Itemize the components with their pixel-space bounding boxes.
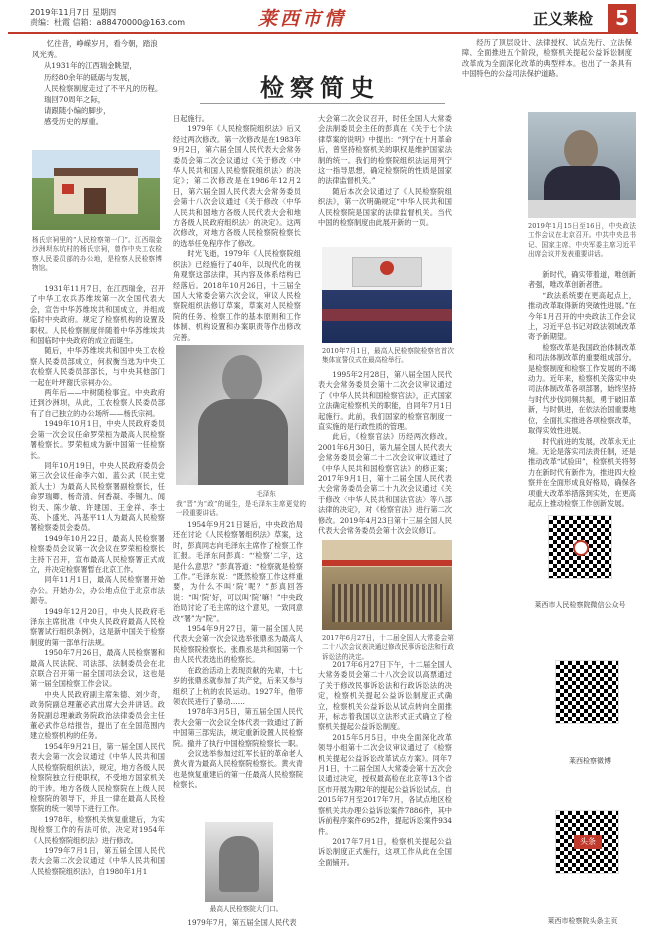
paragraph: 随后，中华苏维埃共和国中央工农检察人民委员部成立，何叔衡当选为中央工农检察人民委员部部长，与中央其他部门一起在叶坪谢氏宗祠办公。: [30, 346, 165, 387]
poem-line: 从1931年的江西瑞金眺望，: [44, 61, 137, 71]
column-4-top: [462, 38, 632, 108]
paragraph: 2017年6月27日下午，十二届全国人大常务委员会第二十八次会议以高票通过了关于修改民事诉讼法和行政诉讼法的决定，检察机关提起公益诉讼制度正式确立，检察机关公益诉讼从试点转向全面推开，标志着我国以立法形式正式确立了检察机关提起公益诉讼制度。: [318, 660, 452, 732]
paragraph: 1978年3月5日，第五届全国人民代表大会第一次会议全体代表一致通过了新中国第三部宪法，规定重新设置人民检察院。撤并了执行中国检察院检察长一职。: [173, 707, 303, 748]
page-number: 5: [608, 4, 636, 32]
paragraph: 1954年9月21日，第一届全国人民代表大会第一次会议通过《中华人民共和国人民检察院组织法》，规定，地方各级人民检察院独立行使职权，不受地方国家机关的干涉。地方各级人民检察院在上级人民检察院的领导下，并且一律在最高人民检察院的统一领导下进行工作。: [30, 741, 165, 814]
poem-line: 感受历史的厚重。: [44, 117, 104, 127]
toutiao-qr-code[interactable]: [555, 810, 619, 874]
paragraph: 1954年9月21日诞后，中央政治局还在讨论《人民检察署组织法》草案，这时，彭真同志向毛泽东主席作了检察工作汇报。毛泽东问彭真：“‘检察’二字，这是什么意思？”彭真答道：“检察就是检察工作。”毛泽东说：“既然检察工作这样重要，为什么不叫‘院’呢？”彭真回答说：“叫‘院’好，可以叫‘院’嘛！”中央政治局讨论了毛主席的这个意见，一致同意改“署”为“院”。: [173, 520, 303, 623]
photo1-caption: 杨氏宗祠里的“人民检察第一门”。江西瑞金沙洲坝东坑村的杨氏宗祠，曾作中央工农检察人民委员部的办公地，是检察人民检察博物馆。: [32, 236, 162, 273]
section-title: 正义莱检: [533, 10, 594, 28]
paragraph: 时代前进的发展，改革永无止境。无论是落实司法责任制，还是推动改革“试验田”，检察机关将努力在新时代有新作为，推进四大检察并在全面形成良好格局，确保各项重大改革举措落到实处，在更高起点上推动检察工作创新发展。: [528, 436, 636, 508]
poem-line: 请跟随小编的脚步，: [44, 106, 111, 116]
photo6-caption: 2019年1月15日至16日，中央政法工作会议在北京召开。中共中央总书记、国家主席、中央军委主席习近平出席会议并发表重要讲话。: [528, 222, 636, 259]
paragraph: 1978年，检察机关恢复重建后，为实现检察工作的有法可依，决定对1954年《人民检察院组织法》进行修改。: [30, 814, 165, 845]
paragraph: 2017年7月1日，检察机关提起公益诉讼制度正式施行，这项工作从此在全国全面铺开。: [318, 836, 452, 867]
paragraph: 1949年12月20日，中央人民政府毛泽东主席批准《中央人民政府最高人民检察署试行组织条例》，这是新中国关于检察制度的第一部单行法规。: [30, 606, 165, 647]
paragraph: 1979年7月1日，第五届全国人民代表大会第二次会议通过《中华人民共和国人民检察院组织法》，自1980年1月1: [30, 845, 165, 876]
weibo-qr-code[interactable]: [555, 660, 619, 724]
paragraph: 时光飞逝，1979年《人民检察院组织法》已经施行了40年，以现代化的视角观察这部法律，其内容及体系结构已经落后。2018年10月26日，十三届全国人大常委会第六次会议，审议人民检察院组织法修订草案，草案对人民检察院的任务、检察工作的基本原则和工作体制、机构设置和办案职责等作出修改完善。: [173, 249, 301, 342]
paragraph: 会议选举参加过红军长征的革命老人黄火青为最高人民检察院检察长。黄火青也是恢复重建后的第一任最高人民检察院检察长。: [173, 748, 303, 790]
wechat-qr-code[interactable]: [548, 515, 612, 579]
oath-ceremony-photo: [322, 247, 452, 343]
ancestral-hall-photo: [32, 150, 160, 230]
photo5-caption: 2017年6月27日，十二届全国人大常委会第二十八次会议表决通过修改民事诉讼法和行政诉讼法的决定。: [322, 634, 454, 661]
weibo-qr-label: 莱西检察微博: [569, 757, 611, 765]
poem-line: 风光秀。: [32, 50, 62, 60]
paragraph: 两年后——中树随检事宜。中央政府迁到沙洲坝，从此，工农检察人民委员部有了自己独立的办公场所——杨氏宗祠。: [30, 388, 165, 418]
procuratorate-gate-photo: [205, 822, 273, 902]
paragraph: 1931年11月7日，在江西瑞金，召开了中华工农兵苏维埃第一次全国代表大会，宣告中华苏维埃共和国成立，并组成临时中央政府。规定了检察机构的设置及职权。人民检察制度伴随着中华苏维埃共和国临时中央政府的成立而诞生。: [30, 284, 165, 346]
header-rule: [8, 32, 638, 34]
paragraph: 随后本次会议通过了《人民检察院组织法》，第一次明确规定“中华人民共和国人民检察院是国家的法律监督机关。当代中国的检察制度由此展开新的一页。: [318, 186, 452, 228]
paragraph: 1949年10月1日，中央人民政府委员会第一次会议任命罗荣桓为最高人民检察署检察长。罗荣桓成为新中国第一任检察长。: [30, 419, 165, 460]
npc-session-photo: [322, 540, 452, 630]
paragraph: 大会第二次会议召开，时任全国人大常委会法制委员会主任的彭真在《关于七个法律草案的说明》中提出：“列宁在十月革命后，曾坚持检察机关的职权是维护国家法制的统一。我们的检察院组织法运用列宁这一指导思想，确定检察院的性质是国家的法律监督机关。”: [318, 114, 452, 186]
column-3-bottom: [318, 660, 452, 940]
photo3-caption: 最高人民检察院大门口。: [209, 905, 283, 913]
photo2-subcaption: 我“晋”为“政”的诞生，是毛泽东主席更觉的一段重要讲话。: [176, 500, 306, 518]
editor-info: 责编：杜霞 信箱：a88470000@163.com: [30, 18, 186, 27]
newspaper-logo: 莱西市情: [258, 8, 347, 30]
paragraph: 1979年7月，第五届全国人民代表: [187, 918, 297, 927]
paragraph: 日起施行。: [173, 114, 209, 123]
photo2-caption: 毛泽东: [256, 490, 276, 498]
column-4-body: [528, 270, 636, 508]
paragraph: 1950年7月26日，最高人民检察署和最高人民法院、司法部、法制委员会在北京联合召开第一届全国司法会议，这也是第一届全国检察工作会议。: [30, 648, 165, 689]
paragraph: 1995年2月28日，第八届全国人民代表大会常务委员会第十二次会议审议通过了《中华人民共和国检察官法》，正式国家立法确定检察机关的职能，自同年7月1日起施行。此前，我们国家的检察官制度一直实施的是行政性质的管理。: [318, 370, 452, 432]
column-2-middle: [173, 520, 303, 820]
paragraph: 1954年9月27日，第一届全国人民代表大会第一次会议选举张鼎丞为最高人民检察院检察长。张鼎丞是共和国第一个由人民代表选出的检察长。: [173, 624, 303, 665]
paragraph: 中央人民政府副主席朱德、刘少奇，政务院副总理董必武出席大会并讲话。政务院副总理兼政务院政治法律委员会主任董必武作总结报告，提出了在全国范围内建立检察机构的任务。: [30, 689, 165, 741]
poem-line: 人民检察制度走过了不平凡的历程。: [44, 83, 163, 93]
paragraph: 同年11月1日，最高人民检察署开始办公。开始办公，办公地点位于北京市法源寺。: [30, 575, 165, 606]
poem-line: 瑞回70周年之际，: [44, 95, 106, 105]
column-3-top: [318, 114, 452, 244]
column-1: [30, 284, 165, 939]
header-info: [30, 8, 185, 28]
column-2-top: [173, 114, 301, 342]
column-3-middle: [318, 370, 452, 536]
toutiao-badge: 头条: [574, 835, 602, 849]
poem-line: 历经80余年的砥砺与发展，: [44, 72, 135, 82]
paragraph: 此后，《检察官法》历经两次修改。2001年6月30日，第九届全国人民代表大会常务委员会第二十二次会议审议通过了《中华人民共和国检察官法》的修正案；2017年9月1日，第十二届全国人民代表大会常务委员会第二十九次会议通过《关于修改〈中华人民共和国法官法〉等八部法律的决定》，对《检察官法》进行第二次修改。2019年4月23日第十三届全国人民代表大会常务委员会第十次会议修订。: [318, 432, 452, 536]
title-divider: [200, 103, 445, 104]
paragraph: 新时代，确实带着道，唯创新者强，唯改革创新者胜。: [528, 270, 636, 290]
paragraph: “政法系统要在更高起点上，推动改革取得新的突破性进展。”在今年1月召开的中央政法工作会议上，习近平总书记对政法领域改革寄予新期望。: [528, 290, 636, 342]
wechat-qr-label: 莱西市人民检察院微信公众号: [534, 601, 626, 609]
paragraph: 1949年10月22日，最高人民检察署检察委员会议第一次会议在罗荣桓检察长主持下召开，宣布最高人民检察署正式成立，并决定检察署暂在北京工作。: [30, 533, 165, 574]
paragraph: 检察改革是我国政治体制改革和司法体制改革的重要组成部分。是检察制度和检察工作发展的不竭动力。近年来，检察机关落实中央司法体制改革各项部署，始终坚持与时代步伐同频共振，勇于破旧革新，与时俱进，在依法治国重要地位，全面扎实推进各项检察改革，取得实效性进展。: [528, 342, 636, 436]
toutiao-qr-label: 莱西市检察院头条主页: [547, 917, 618, 925]
photo4-caption: 2010年7月1日，最高人民检察院检察官首次集体宣誓仪式在最高检举行。: [322, 347, 454, 365]
paragraph: 2015年5月5日，中央全面深化改革领导小组第十二次会议审议通过了《检察机关提起公益诉讼改革试点方案》。同年7月1日，十二届全国人大常委会第十五次会议通过决定，授权最高检在北京等13个省区市开展为期2年的提起公益诉讼试点。自2015年7月至2017年7月，各试点地区检察机关共办理公益诉讼案件7886件，其中诉前程序案件6952件，提起诉讼案件934件。: [318, 732, 452, 836]
paragraph: 同年10月19日，中央人民政府委员会第三次会议任命李六如、蓝公武（民主党派人士）为最高人民检察署副检察长，任命罗瑞卿、杨奇清、何香凝、李锡九、闻钧天、陈少敏、许建国、王金祥、李士英、卜盛光、冯基平11人为最高人民检察署检察委员会委员。: [30, 460, 165, 533]
intro-poem: [30, 38, 180, 128]
paragraph: 1979年《人民检察院组织法》后又经过两次修改。第一次修改是在1983年9月2日，第六届全国人民代表大会常务委员会第二次会议通过《关于修改〈中华人民共和国人民检察院组织法〉的决定》；第二次修改是在1986年12月2日，第六届全国人民代表大会常务委员会第十八次会议通过《关于修改〈中华人民共和国地方各级人民代表大会和地方各级人民政府组织法〉的决定》。这两次修改，对地方各级人民检察院检察长的选举任免程序作了修改。: [173, 124, 301, 248]
political-conference-photo: [528, 112, 636, 218]
mao-zedong-photo: [176, 345, 304, 485]
page-header: [8, 6, 638, 32]
column-2-bottom: [173, 918, 303, 932]
issue-date: 2019年11月7日 星期四: [30, 8, 117, 17]
paragraph: 在政治活动上表现贡献的先辈，十七岁的张鼎丞就参加了共产党，后来又参与组织了上杭的农民运动。1927年，他带领农民进行了暴动……: [173, 665, 303, 706]
article-title: 检察简史: [260, 73, 380, 102]
poem-line: 忆往昔，峥嵘岁月，看今朝，踏浪: [46, 39, 158, 48]
paragraph: 经历了顶层设计、法律授权、试点先行、立法保障、全面推进五个阶段，检察机关提起公益诉讼制度改革成为全面深化改革的典型样本。也出了一条具有中国特色的公益司法保护道路。: [462, 38, 632, 79]
